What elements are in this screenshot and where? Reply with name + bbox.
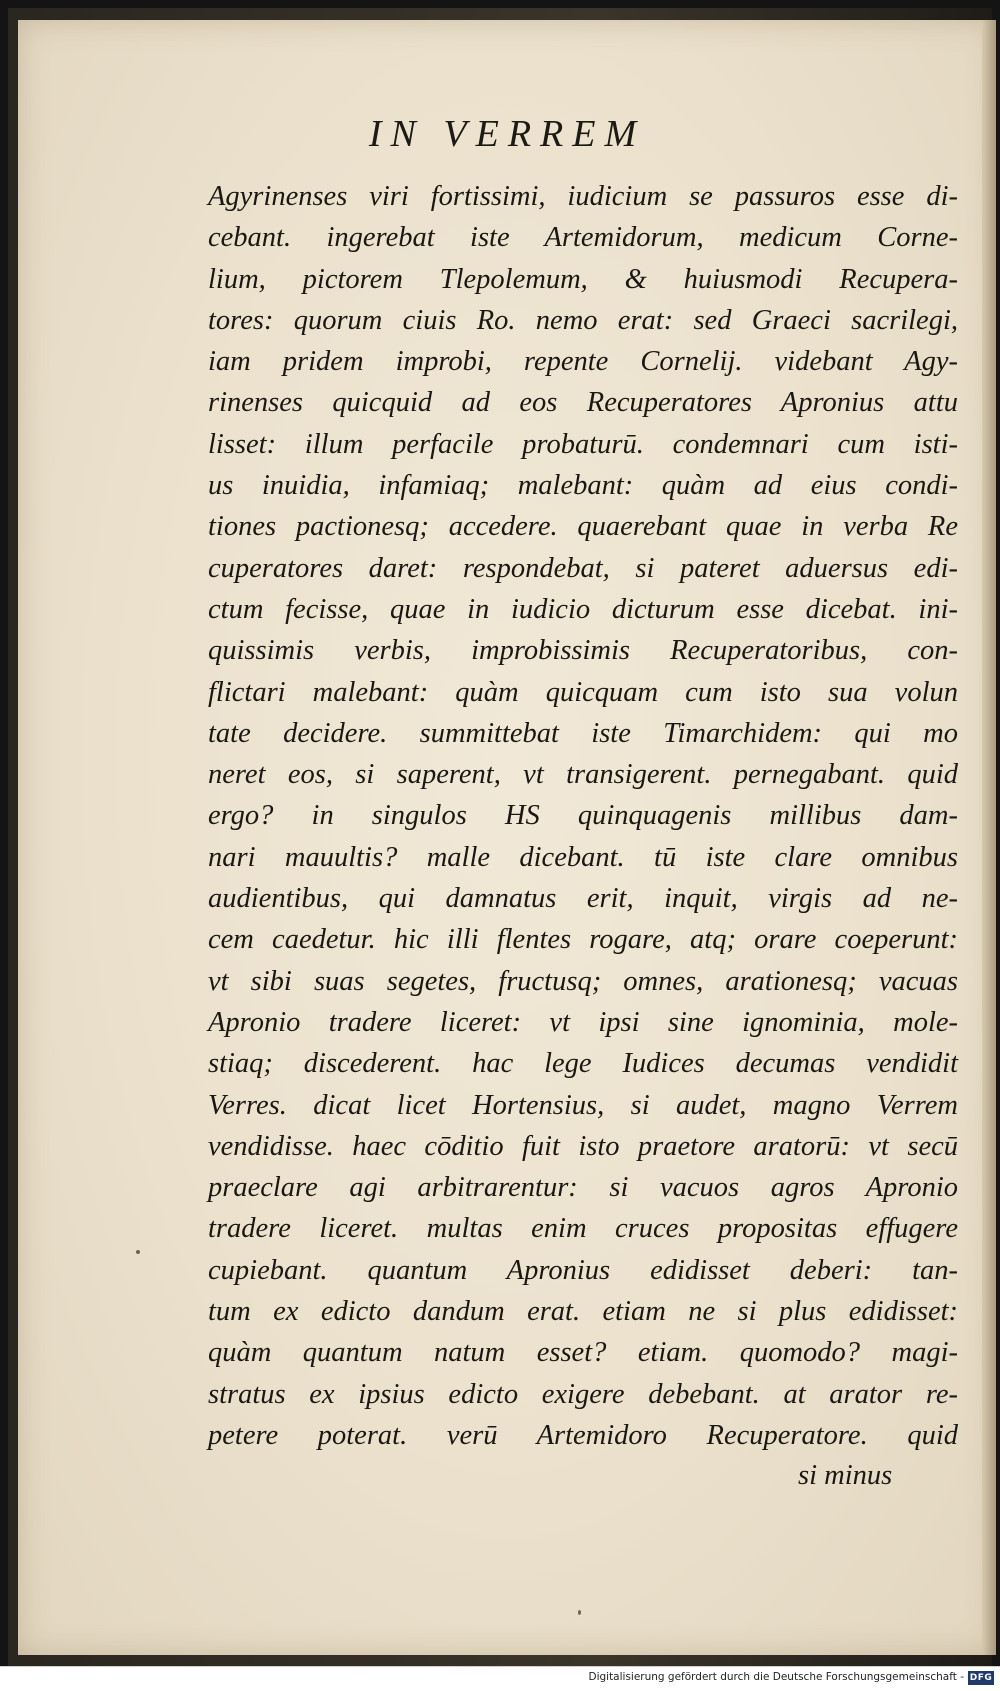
text-line: nari mauultis? malle dicebant. tū iste clare omnibus xyxy=(208,841,958,873)
text-line: tradere liceret. multas enim cruces propositas effugere xyxy=(208,1213,958,1245)
digitization-footer xyxy=(0,1666,1000,1691)
text-line: flictari malebant: quàm quicquam cum isto sua volun xyxy=(208,676,958,708)
text-line: tum ex edicto dandum erat. etiam ne si plus edidisset: xyxy=(208,1296,958,1328)
text-line: praeclare agi arbitrarentur: si vacuos agros Apronio xyxy=(208,1172,958,1204)
text-line: petere poterat. verū Artemidoro Recuperatore. quid xyxy=(208,1419,958,1451)
text-line: ctum fecisse, quae in iudicio dicturum esse dicebat. ini- xyxy=(208,593,958,625)
text-line: tiones pactionesq; accedere. quaerebant quae in verba Re xyxy=(208,511,958,543)
text-line: Verres. dicat licet Hortensius, si audet, magno Verrem xyxy=(208,1089,958,1121)
text-line: vt sibi suas segetes, fructusq; omnes, arationesq; vacuas xyxy=(208,965,958,997)
page-edge xyxy=(982,20,996,1655)
text-line: lium, pictorem Tlepolemum, & huiusmodi Recupera- xyxy=(208,263,958,295)
text-line: vendidisse. haec cōditio fuit isto praetore aratorū: vt secū xyxy=(208,1130,958,1162)
text-line: us inuidia, infamiaq; malebant: quàm ad eius condi- xyxy=(208,470,958,502)
text-line: cem caedetur. hic illi flentes rogare, atq; orare coeperunt: xyxy=(208,924,958,956)
text-line: Apronio tradere liceret: vt ipsi sine ignominia, mole- xyxy=(208,1006,958,1038)
text-line: ergo? in singulos HS quinquagenis millibus dam- xyxy=(208,800,958,832)
text-line: quissimis verbis, improbissimis Recuperatoribus, con- xyxy=(208,635,958,667)
text-line: stratus ex ipsius edicto exigere debebant. at arator re- xyxy=(208,1378,958,1410)
book-page xyxy=(18,20,996,1655)
text-line: cebant. ingerebat iste Artemidorum, medicum Corne- xyxy=(208,222,958,254)
text-line: tate decidere. summittebat iste Timarchidem: qui mo xyxy=(208,717,958,749)
body-text xyxy=(208,176,958,1456)
running-head: IN VERREM xyxy=(368,113,646,155)
text-line: quàm quantum natum esset? etiam. quomodo? magi- xyxy=(208,1337,958,1369)
paper-speck xyxy=(578,1610,581,1615)
text-line: tores: quorum ciuis Ro. nemo erat: sed Graeci sacrilegi, xyxy=(208,304,958,336)
paper-speck xyxy=(136,1250,140,1254)
dfg-logo-icon: DFG xyxy=(969,1673,993,1683)
text-line: neret eos, si saperent, vt transigerent. pernegabant. quid xyxy=(208,759,958,791)
catchword: si minus xyxy=(798,1460,893,1491)
text-line: Agyrinenses viri fortissimi, iudicium se passuros esse di- xyxy=(208,181,958,212)
text-line: cupiebant. quantum Apronius edidisset deberi: tan- xyxy=(208,1254,958,1286)
text-line: rinenses quicquid ad eos Recuperatores Apronius attu xyxy=(208,387,958,419)
text-line: cuperatores daret: respondebat, si pateret aduersus edi- xyxy=(208,552,958,584)
text-line: iam pridem improbi, repente Cornelij. videbant Agy- xyxy=(208,346,958,378)
text-line: audientibus, qui damnatus erit, inquit, virgis ad ne- xyxy=(208,883,958,915)
text-line: lisset: illum perfacile probaturū. condemnari cum isti- xyxy=(208,428,958,460)
text-line: stiaq; discederent. hac lege Iudices decumas vendidit xyxy=(208,1048,958,1080)
funding-credit: Digitalisierung gefördert durch die Deutsche Forschungsgemeinschaft - xyxy=(588,1671,964,1683)
